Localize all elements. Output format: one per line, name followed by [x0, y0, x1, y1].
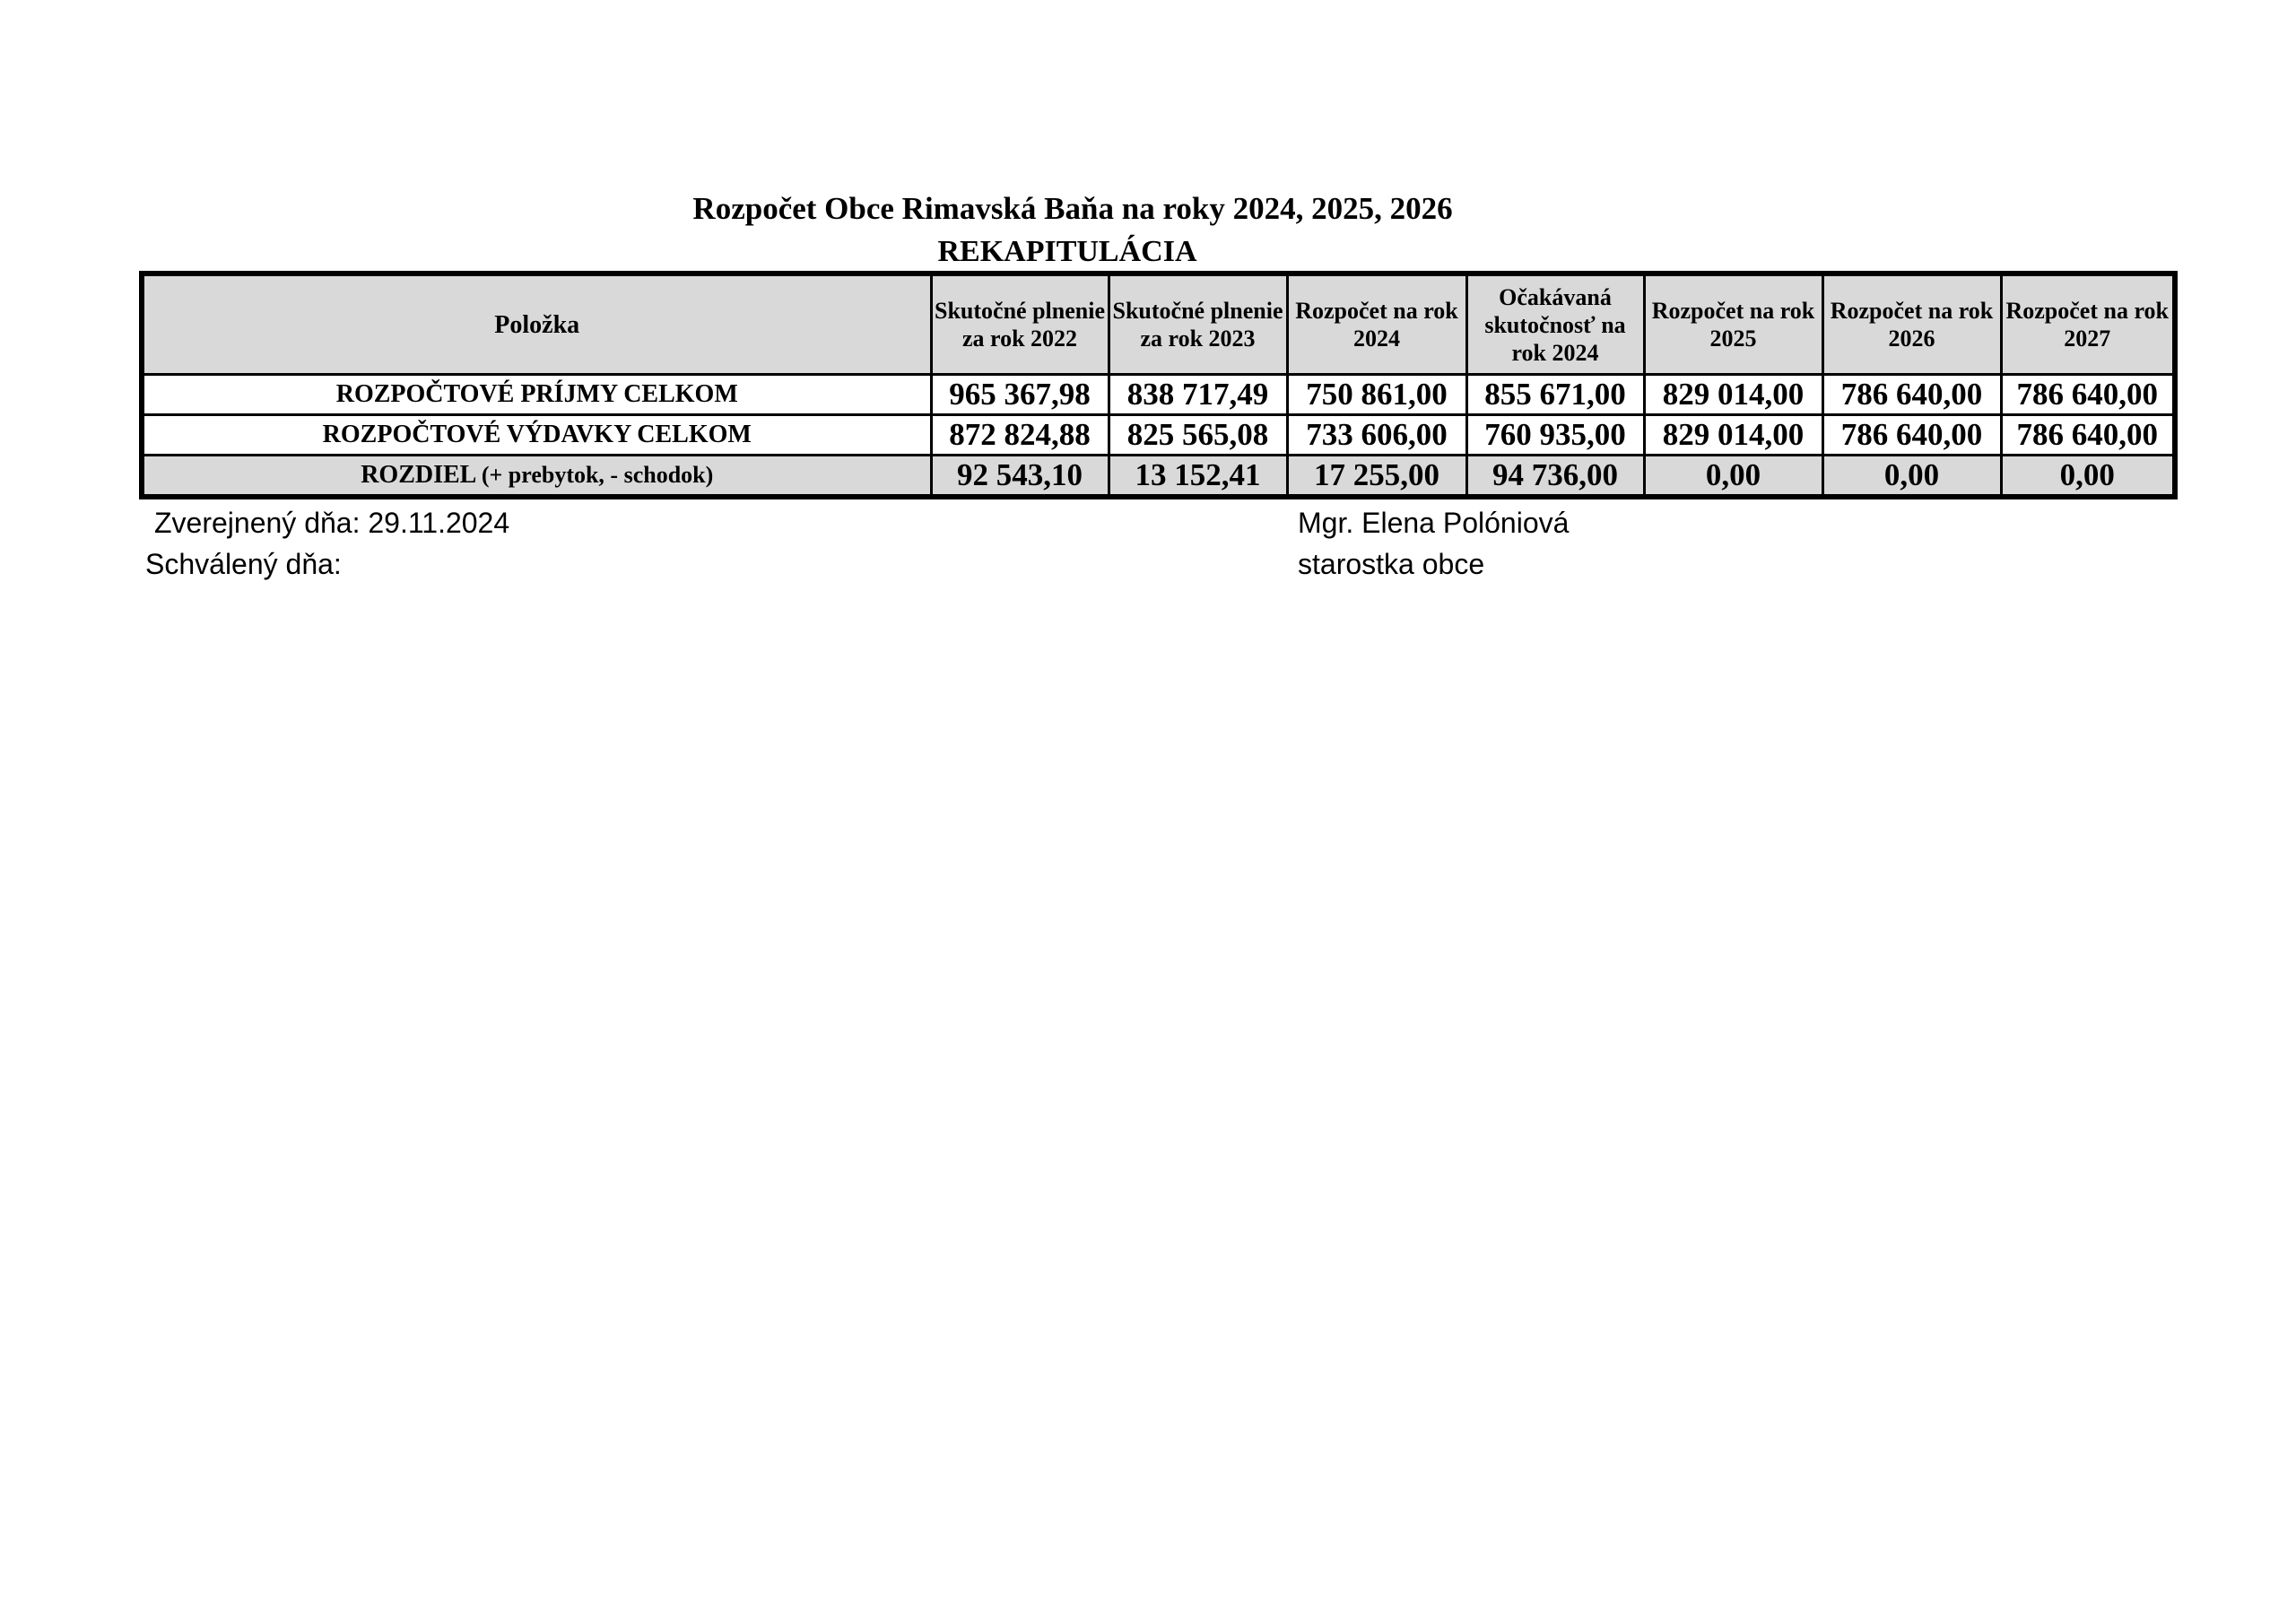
- value-cell: 760 935,00: [1466, 415, 1644, 456]
- row-label: [142, 456, 931, 498]
- value-cell: 0,00: [2001, 456, 2175, 498]
- column-header-2022: Skutočné plnenie za rok 2022: [931, 274, 1109, 375]
- row-label: ROZPOČTOVÉ VÝDAVKY CELKOM: [142, 415, 931, 456]
- value-cell: 965 367,98: [931, 375, 1109, 415]
- column-header-polozka: Položka: [142, 274, 931, 375]
- table-row-vydavky: [142, 415, 2175, 456]
- value-cell: 0,00: [1822, 456, 2001, 498]
- column-header-rozpocet-2024: Rozpočet na rok 2024: [1287, 274, 1466, 375]
- signer-name: Mgr. Elena Polóniová: [1298, 507, 1570, 539]
- column-header-2023: Skutočné plnenie za rok 2023: [1109, 274, 1287, 375]
- value-cell: 94 736,00: [1466, 456, 1644, 498]
- value-cell: 733 606,00: [1287, 415, 1466, 456]
- value-cell: 17 255,00: [1287, 456, 1466, 498]
- column-header-rozpocet-2027: Rozpočet na rok 2027: [2001, 274, 2175, 375]
- value-cell: 786 640,00: [2001, 375, 2175, 415]
- value-cell: 825 565,08: [1109, 415, 1287, 456]
- value-cell: 838 717,49: [1109, 375, 1287, 415]
- document-title: Rozpočet Obce Rimavská Baňa na roky 2024, 2025, 2026: [692, 191, 1453, 226]
- value-cell: 829 014,00: [1644, 415, 1822, 456]
- signer-role: starostka obce: [1298, 548, 1485, 580]
- table-header-row: [142, 274, 2175, 375]
- row-label-main: ROZDIEL: [361, 461, 475, 489]
- row-label-suffix: (+ prebytok, - schodok): [481, 462, 714, 488]
- value-cell: 872 824,88: [931, 415, 1109, 456]
- table-row-prijmy: [142, 375, 2175, 415]
- approved-date: Schválený dňa:: [145, 548, 342, 580]
- value-cell: 786 640,00: [1822, 375, 2001, 415]
- value-cell: 750 861,00: [1287, 375, 1466, 415]
- budget-recap-table: [139, 271, 2178, 499]
- value-cell: 0,00: [1644, 456, 1822, 498]
- value-cell: 786 640,00: [1822, 415, 2001, 456]
- value-cell: 829 014,00: [1644, 375, 1822, 415]
- column-header-ocakavana-2024: Očakávaná skutočnosť na rok 2024: [1466, 274, 1644, 375]
- table-row-rozdiel: [142, 456, 2175, 498]
- value-cell: 13 152,41: [1109, 456, 1287, 498]
- published-date: Zverejnený dňa: 29.11.2024: [154, 507, 510, 539]
- row-label: ROZPOČTOVÉ PRÍJMY CELKOM: [142, 375, 931, 415]
- document-subtitle: REKAPITULÁCIA: [937, 235, 1197, 268]
- value-cell: 855 671,00: [1466, 375, 1644, 415]
- value-cell: 786 640,00: [2001, 415, 2175, 456]
- column-header-rozpocet-2025: Rozpočet na rok 2025: [1644, 274, 1822, 375]
- column-header-rozpocet-2026: Rozpočet na rok 2026: [1822, 274, 2001, 375]
- value-cell: 92 543,10: [931, 456, 1109, 498]
